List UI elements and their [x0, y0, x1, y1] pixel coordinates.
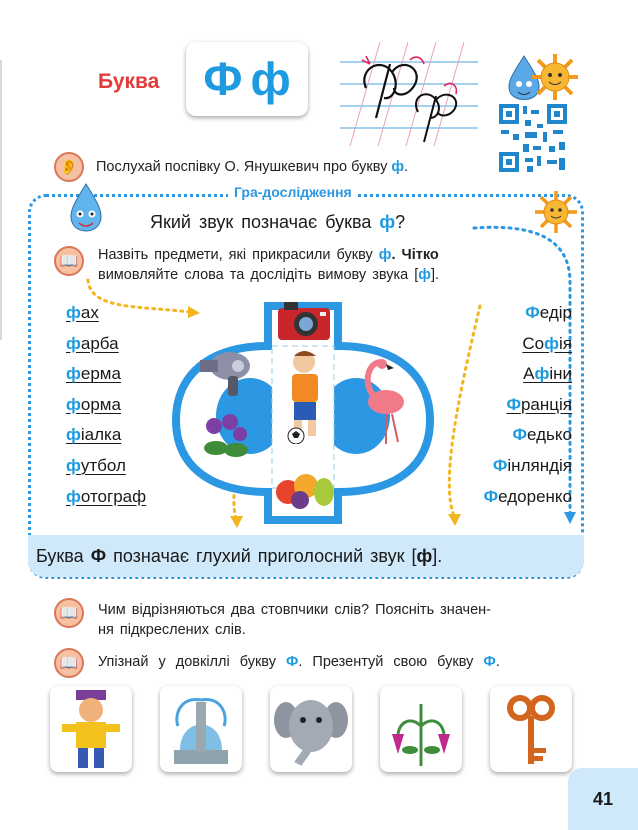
ear-icon: 👂	[54, 152, 84, 182]
scarecrow-icon	[50, 686, 132, 772]
reading-child-icon: 📖	[54, 648, 84, 678]
reading-child-icon: 📖	[54, 598, 84, 628]
right-word: Франція	[506, 394, 572, 414]
right-word: Фінляндія	[492, 455, 572, 475]
flower-card	[380, 686, 462, 772]
question: Який звук позначає буква ф?	[150, 212, 406, 232]
cartoon-drop-icon	[64, 182, 108, 241]
hairdryer-icon	[198, 348, 254, 403]
page-number: 41	[568, 768, 638, 830]
task-instruction: Назвіть предмети, які прикрасили букву ф. Чітко вимовляйте слова та дослідіть вимову звука [ф].	[98, 247, 440, 283]
key-card	[490, 686, 572, 772]
flamingo-icon	[358, 356, 412, 451]
left-word-column	[66, 298, 146, 512]
right-word-column	[484, 298, 572, 512]
sun-icon	[530, 52, 580, 107]
listen-letter: ф	[391, 159, 405, 175]
left-margin-line	[0, 60, 2, 340]
elephant-icon	[270, 686, 352, 772]
scarecrow-card	[50, 686, 132, 772]
left-word: форма	[66, 394, 121, 414]
violets-icon	[200, 412, 252, 465]
listen-instruction: Послухай поспівку О. Янушкевич про букву ф.	[96, 159, 409, 175]
camera-icon	[276, 300, 332, 347]
qr-code[interactable]	[497, 102, 569, 174]
fountain-icon	[160, 686, 242, 772]
title-word: Буква	[98, 70, 160, 93]
right-word: Афіни	[523, 364, 572, 384]
rule-statement: Буква Ф позначає глухий приголосний звук [ф].	[28, 535, 584, 577]
compare-instruction: Чим відрізняються два стовпчики слів? Поясніть значен- ня підкреслених слів.	[98, 602, 492, 638]
left-word: фарба	[66, 333, 119, 353]
left-word: фотограф	[66, 486, 147, 506]
fountain-card	[160, 686, 242, 772]
left-word: ферма	[66, 364, 121, 384]
fruits-icon	[270, 462, 340, 517]
right-word: Федоренко	[483, 486, 572, 506]
lower-letter: ф	[250, 53, 291, 105]
elephant-card	[270, 686, 352, 772]
right-word: Федько	[512, 425, 572, 445]
right-word: Федір	[525, 303, 572, 322]
left-word: футбол	[66, 455, 126, 475]
handwriting-sample	[340, 42, 478, 146]
letter-card	[186, 42, 308, 116]
left-word: фах	[66, 303, 99, 322]
boy-football-icon	[276, 348, 334, 449]
find-instruction: Упізнай у довкіллі букву Ф. Презентуй свою букву Ф.	[98, 654, 500, 670]
left-word: фіалка	[66, 425, 122, 445]
game-tag: Гра-дослідження	[228, 184, 358, 200]
flower-icon	[380, 686, 462, 772]
upper-letter: Ф	[203, 53, 243, 105]
reading-child-icon: 📖	[54, 246, 84, 276]
right-word: Софія	[522, 333, 572, 353]
key-icon	[490, 686, 572, 772]
question-letter: ф	[379, 212, 396, 232]
